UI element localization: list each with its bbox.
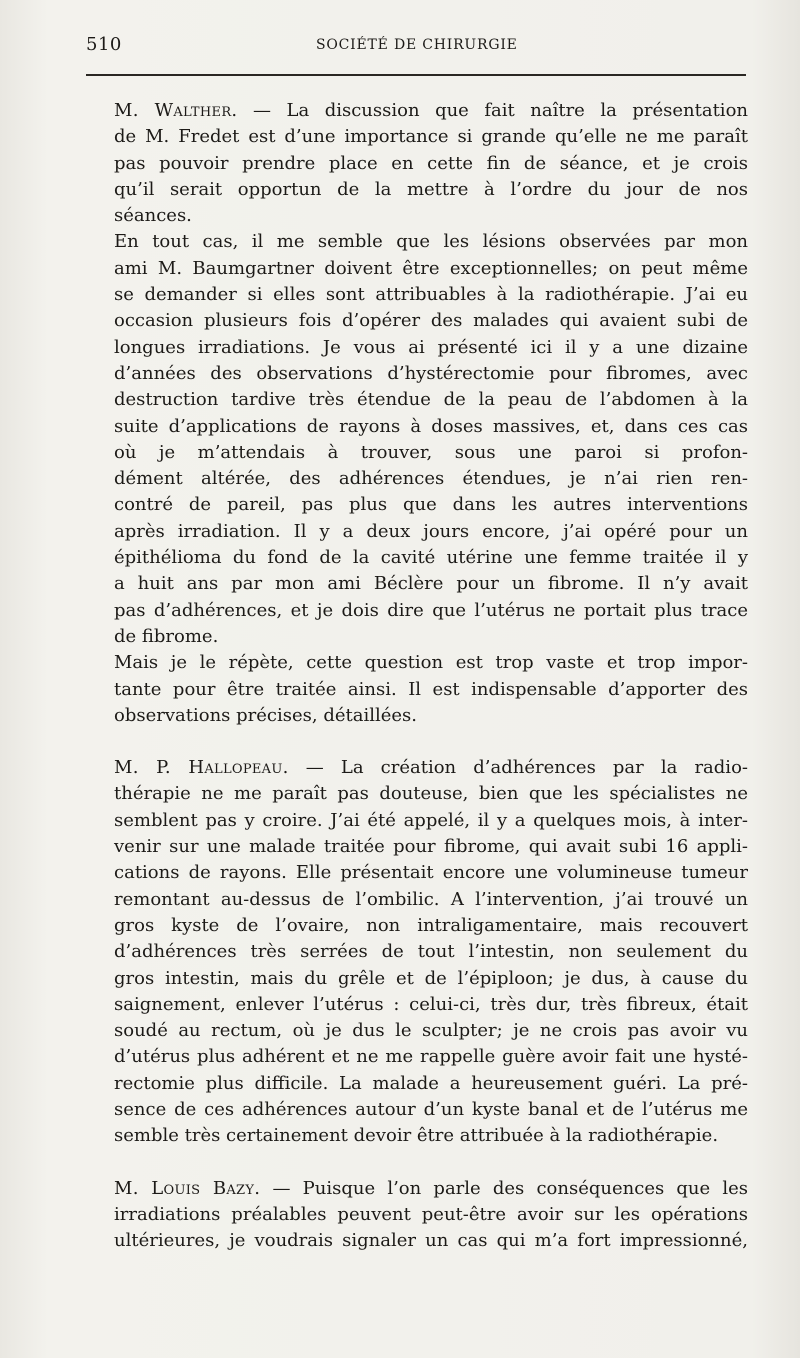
text-line: gros intestin, mais du grêle et de l’épiploon; je dus, à cause du: [114, 967, 748, 989]
text-line: épithélioma du fond de la cavité utérine une femme traitée il y: [114, 547, 748, 569]
text-line: ultérieures, je voudrais signaler un cas qui m’a fort impressionné,: [114, 1230, 748, 1252]
speaker-name: M. Walther.: [114, 100, 238, 121]
text-line: gros kyste de l’ovaire, non intraligamentaire, mais recouvert: [114, 914, 748, 936]
text-line: M. Walther. — La discussion que fait naître la présentation: [114, 100, 748, 121]
text-line: rectomie plus difficile. La malade a heureusement guéri. La pré-: [114, 1072, 748, 1094]
text-line: cations de rayons. Elle présentait encore une volumineuse tumeur: [114, 862, 748, 884]
text-line: qu’il serait opportun de la mettre à l’ordre du jour de nos: [114, 178, 748, 200]
text-line: après irradiation. Il y a deux jours encore, j’ai opéré pour un: [114, 520, 748, 542]
text-line: En tout cas, il me semble que les lésions observées par mon: [114, 231, 748, 253]
text-line: venir sur une malade traitée pour fibrome, qui avait subi 16 appli-: [114, 836, 748, 858]
paragraph-hallopeau: [86, 755, 748, 1149]
text-line: semblent pas y croire. J’ai été appelé, il y a quelques mois, à inter-: [114, 809, 748, 831]
text-line: pas pouvoir prendre place en cette fin de séance, et je crois: [114, 152, 748, 174]
text-line: irradiations préalables peuvent peut-être avoir sur les opérations: [114, 1203, 748, 1225]
text-line: occasion plusieurs fois d’opérer des malades qui avaient subi de: [114, 310, 748, 332]
page-number: 510: [86, 34, 122, 55]
text-line: pas d’adhérences, et je dois dire que l’utérus ne portait plus trace: [114, 599, 748, 621]
speaker-name: M. Louis Bazy.: [114, 1177, 261, 1199]
text-line: de M. Fredet est d’une importance si grande qu’elle ne me paraît: [114, 126, 748, 148]
body-text: [86, 98, 748, 1254]
text-line: observations précises, détaillées.: [114, 704, 417, 726]
text-line: M. P. Hallopeau. — La création d’adhérences par la radio-: [114, 757, 748, 779]
speaker-name: M. P. Hallopeau.: [114, 757, 289, 779]
running-head: SOCIÉTÉ DE CHIRURGIE: [316, 37, 518, 53]
text-line: suite d’applications de rayons à doses massives, et, dans ces cas: [114, 415, 748, 437]
text-line: séances.: [114, 205, 192, 227]
paragraph-bazy: [86, 1176, 748, 1255]
header-rule: [86, 74, 746, 76]
text-line: longues irradiations. Je vous ai présenté ici il y a une dizaine: [114, 336, 748, 358]
text-line: saignement, enlever l’utérus : celui-ci, très dur, très fibreux, était: [114, 993, 748, 1015]
text-line: M. Louis Bazy. — Puisque l’on parle des conséquences que les: [114, 1177, 748, 1199]
paragraph-walther-continued: [86, 229, 748, 650]
text-line: contré de pareil, pas plus que dans les autres interventions: [114, 494, 748, 516]
text-line: d’adhérences très serrées de tout l’intestin, non seulement du: [114, 941, 748, 963]
text-line: dément altérée, des adhérences étendues, je n’ai rien ren-: [114, 468, 748, 490]
text-line: tante pour être traitée ainsi. Il est indispensable d’apporter des: [114, 678, 748, 700]
text-line: d’utérus plus adhérent et ne me rappelle guère avoir fait une hysté-: [114, 1046, 748, 1068]
paragraph-walther: [86, 98, 748, 229]
text-line: Mais je le répète, cette question est trop vaste et trop impor-: [114, 652, 748, 674]
text-line: a huit ans par mon ami Béclère pour un fibrome. Il n’y avait: [114, 573, 748, 595]
page-header: [86, 34, 746, 58]
text-line: soudé au rectum, où je dus le sculpter; je ne crois pas avoir vu: [114, 1020, 748, 1042]
text-line: d’années des observations d’hystérectomie pour fibromes, avec: [114, 362, 748, 384]
paragraph-walther-conclusion: [86, 650, 748, 729]
text-line: thérapie ne me paraît pas douteuse, bien que les spécialistes ne: [114, 783, 748, 805]
text-line: se demander si elles sont attribuables à la radiothérapie. J’ai eu: [114, 284, 748, 306]
text-line: de fibrome.: [114, 625, 219, 647]
text-line: remontant au-dessus de l’ombilic. A l’intervention, j’ai trouvé un: [114, 888, 748, 910]
text-line: semble très certainement devoir être attribuée à la radiothérapie.: [114, 1125, 719, 1147]
text-line: où je m’attendais à trouver, sous une paroi si profon-: [114, 441, 748, 463]
text-line: sence de ces adhérences autour d’un kyste banal et de l’utérus me: [114, 1098, 748, 1120]
text-line: ami M. Baumgartner doivent être exceptionnelles; on peut même: [114, 257, 748, 279]
text-line: destruction tardive très étendue de la peau de l’abdomen à la: [114, 389, 748, 411]
